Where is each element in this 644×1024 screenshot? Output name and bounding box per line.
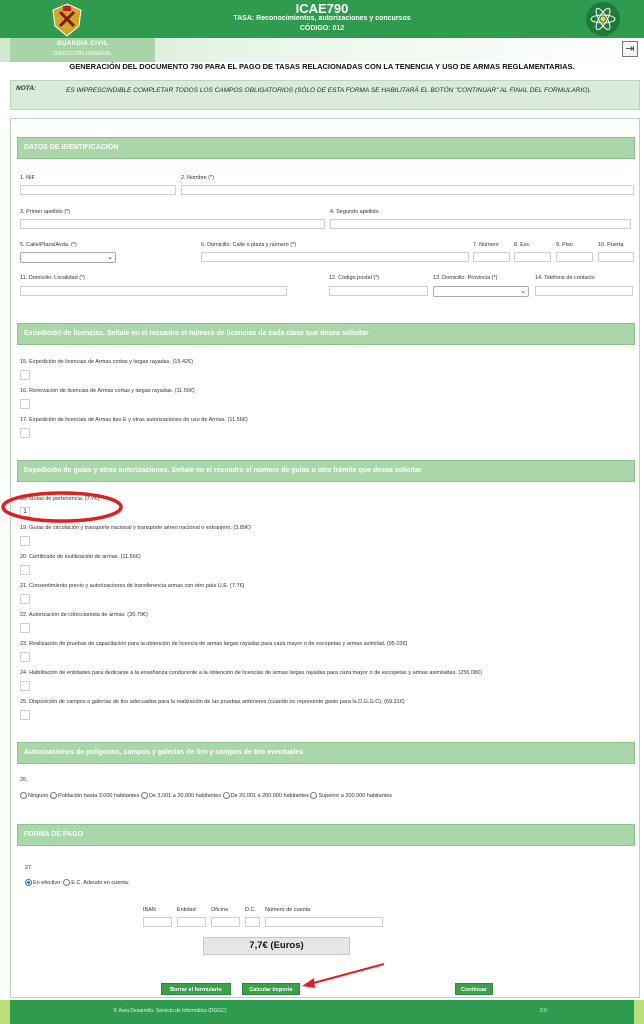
oficina-label: Oficina (211, 907, 229, 913)
footer-version: 2.0 (540, 1008, 547, 1014)
chevron-down-icon: ⌄ (520, 288, 526, 295)
app-subtitle: TASA: Reconocimientos, autorizaciones y concursos (233, 15, 411, 22)
licencia-qty-input[interactable] (20, 428, 30, 438)
dc-field[interactable] (245, 917, 260, 927)
section-poligonos-header: Autorizaciones de polígonos, campos y galerías de tiro y campos de tiro eventuales (17, 742, 635, 764)
guia-qty-input[interactable] (20, 594, 30, 604)
poligonos-option[interactable]: De 20.001 a 200.000 habitantes (223, 793, 309, 799)
page-title: GENERACIÓN DEL DOCUMENTO 790 PARA EL PAGO DE TASAS RELACIONADAS CON LA TENENCIA Y USO DE ARMAS REGLAMENTARIAS. (69, 62, 575, 71)
guia-item-label: 19. Guías de circulación y transporte nacional y transporte aéreo nacional o extranjero. (3.89€) (20, 525, 251, 531)
poligonos-option[interactable]: Ninguno (20, 793, 49, 799)
licencia-item-label: 15. Expedición de licencias de Armas cortas y largas rayadas. (15.42€) (20, 359, 194, 365)
app-header (0, 0, 644, 38)
guia-item-label: 22. Autorización de coleccionista de armas. (30.79€) (20, 612, 148, 618)
app-footer (0, 1000, 644, 1024)
app-code: CÓDIGO: 012 (299, 25, 345, 32)
piso-field[interactable] (556, 252, 593, 262)
piso-label: 9. Piso (556, 242, 573, 248)
domicilio-label: 6. Domicilio: Calle o plaza y número (*) (201, 242, 297, 248)
guia-item-label: 24. Habilitación de entidades para dedicarse a la enseñanza conducente a la obtención de licencias de armas largas rayadas para caza mayor o de escopetas y armas asimiladas. (256.08€) (20, 670, 482, 676)
note-banner (10, 80, 640, 110)
guia-item-label: 20. Certificado de inutilización de armas. (11.56€) (20, 554, 141, 560)
calle-select[interactable] (20, 252, 116, 263)
guia-item-label: 21. Consentimiento previo y autorizaciones de transferencia armas con otro país U.E. (7.7€) (20, 583, 245, 589)
guia-item-label: 18. Guías de pertenencia. (7.7€) (20, 496, 100, 502)
apellido1-field[interactable] (20, 219, 325, 229)
iban-field[interactable] (143, 917, 172, 927)
app-title: ICAE790 (295, 1, 349, 16)
telefono-label: 14. Teléfono de contacto (535, 275, 595, 281)
guia-qty-input[interactable] (20, 623, 30, 633)
total-amount: 7,7€ (Euros) (203, 937, 350, 955)
guia-qty-input[interactable] (20, 710, 30, 720)
telefono-field[interactable] (535, 286, 633, 296)
puerta-label: 10. Puerta (598, 242, 624, 248)
note-label: NOTA: (16, 85, 37, 92)
poligonos-option[interactable]: De 3.001 a 20.000 habitantes (141, 793, 221, 799)
org-bar (0, 38, 644, 62)
guia-qty-input[interactable] (20, 565, 30, 575)
calle-label: 5. Calle/Plaza/Avda. (*) (20, 242, 77, 248)
radio-icon (20, 792, 27, 799)
apellido1-label: 3. Primer apellido (*) (20, 209, 71, 215)
oficina-field[interactable] (211, 917, 240, 927)
pago-number: 27. (25, 865, 33, 871)
licencia-qty-input[interactable] (20, 399, 30, 409)
nombre-label: 2. Nombre (*) (181, 175, 215, 181)
continuar-button[interactable]: Continuar (455, 983, 493, 995)
radio-icon (63, 879, 70, 886)
section-identification-header: DATOS DE IDENTIFICACIÓN (17, 137, 635, 159)
apellido2-field[interactable] (330, 219, 631, 229)
pago-option-adeudo[interactable]: E.C. Adeudo en cuenta: (63, 880, 129, 886)
licencia-item-label: 16. Renovación de licencias de Armas cortas y largas rayadas. (11.56€) (20, 388, 195, 394)
guia-item-label: 23. Realización de pruebas de capacitación para la obtención de licencia de armas largas rayadas para caza mayor o de escopetas y armas asimilad. (95.03€) (20, 641, 408, 647)
section-licencias-header: Expedición de licencias. Señale en el recuadro el número de licencias de cada clase que desea solicitar (17, 323, 635, 345)
iban-label: IBAN (143, 907, 156, 913)
exit-icon[interactable]: ⇥ (622, 41, 638, 57)
provincia-select[interactable] (433, 286, 529, 297)
guia-qty-input[interactable] (20, 681, 30, 691)
radio-icon (310, 792, 317, 799)
dc-label: D.C. (245, 907, 256, 913)
domicilio-field[interactable] (201, 252, 469, 262)
entidad-label: Entidad (177, 907, 196, 913)
nif-field[interactable] (20, 185, 176, 195)
guia-qty-input[interactable] (20, 536, 30, 546)
radio-icon (50, 792, 57, 799)
localidad-label: 11. Domicilio: Localidad (*) (20, 275, 86, 281)
nif-label: 1. NIF (20, 175, 35, 181)
licencia-item-label: 17. Expedición de licencias de Armas tipo E y otras autorizaciones de uso de Armas. (11.56€) (20, 417, 248, 423)
guia-qty-input[interactable] (20, 652, 30, 662)
cp-field[interactable] (329, 286, 428, 296)
licencia-qty-input[interactable] (20, 370, 30, 380)
footer-edge-right (634, 1000, 644, 1024)
pago-option-efectivo[interactable]: En efectivo: (25, 880, 62, 886)
localidad-field[interactable] (20, 286, 287, 296)
footer-copyright: © Área Desarrollo. Servicio de Informática (DGGC) (113, 1008, 227, 1014)
radio-selected-icon (25, 879, 32, 886)
section-pago-header: FORMA DE PAGO (17, 824, 635, 846)
borrar-button[interactable]: Borrar el formulario (161, 983, 231, 995)
poligonos-radio-group (20, 792, 392, 799)
org-name: GUARDIA CIVIL (56, 41, 109, 47)
provincia-label: 13. Domicilio: Provincia (*) (433, 275, 498, 281)
calcular-importe-button[interactable]: Calcular Importe (242, 983, 300, 995)
numero-label: 7. Número (473, 242, 499, 248)
cuenta-field[interactable] (265, 917, 383, 927)
section-guias-header: Expedición de guías y otras autorizaciones. Señale en el recuadro el número de guías u otro trámite que desea solicitar (17, 460, 635, 482)
guia-item-label: 25. Disposición de campos o galerías de tiro adecuados para la realización de las pruebas anteriores (cuando no represente gasto para la D.G.G.C). (69.31€) (20, 699, 405, 705)
entidad-field[interactable] (177, 917, 206, 927)
esc-field[interactable] (514, 252, 551, 262)
numero-field[interactable] (473, 252, 510, 262)
pago-radio-group (25, 879, 129, 886)
cp-label: 12. Código postal (*) (329, 275, 380, 281)
nombre-field[interactable] (181, 185, 634, 195)
puerta-field[interactable] (598, 252, 634, 262)
radio-icon (223, 792, 230, 799)
org-direction: DIRECCIÓN GENERAL (53, 51, 112, 57)
poligonos-option[interactable]: Superior a 200.000 habitantes (310, 793, 392, 799)
guia-qty-input[interactable]: 1 (20, 507, 30, 517)
atom-logo-icon (586, 2, 620, 36)
apellido2-label: 4. Segundo apellido (330, 209, 379, 215)
poligonos-option[interactable]: Población hasta 3.000 habitantes (50, 793, 139, 799)
cuenta-label: Número de cuenta (265, 907, 311, 913)
poligonos-number: 26. (20, 777, 28, 783)
chevron-down-icon: ⌄ (107, 254, 113, 261)
note-text: ES IMPRESCINDIBLE COMPLETAR TODOS LOS CAMPOS OBLIGATORIOS (SÓLO DE ESTA FORMA SE HABILITARÁ EL BOTÓN "CONTINUAR" AL FINAL DEL FORMULARIO). (66, 87, 592, 94)
radio-icon (141, 792, 148, 799)
esc-label: 8. Esc. (514, 242, 531, 248)
